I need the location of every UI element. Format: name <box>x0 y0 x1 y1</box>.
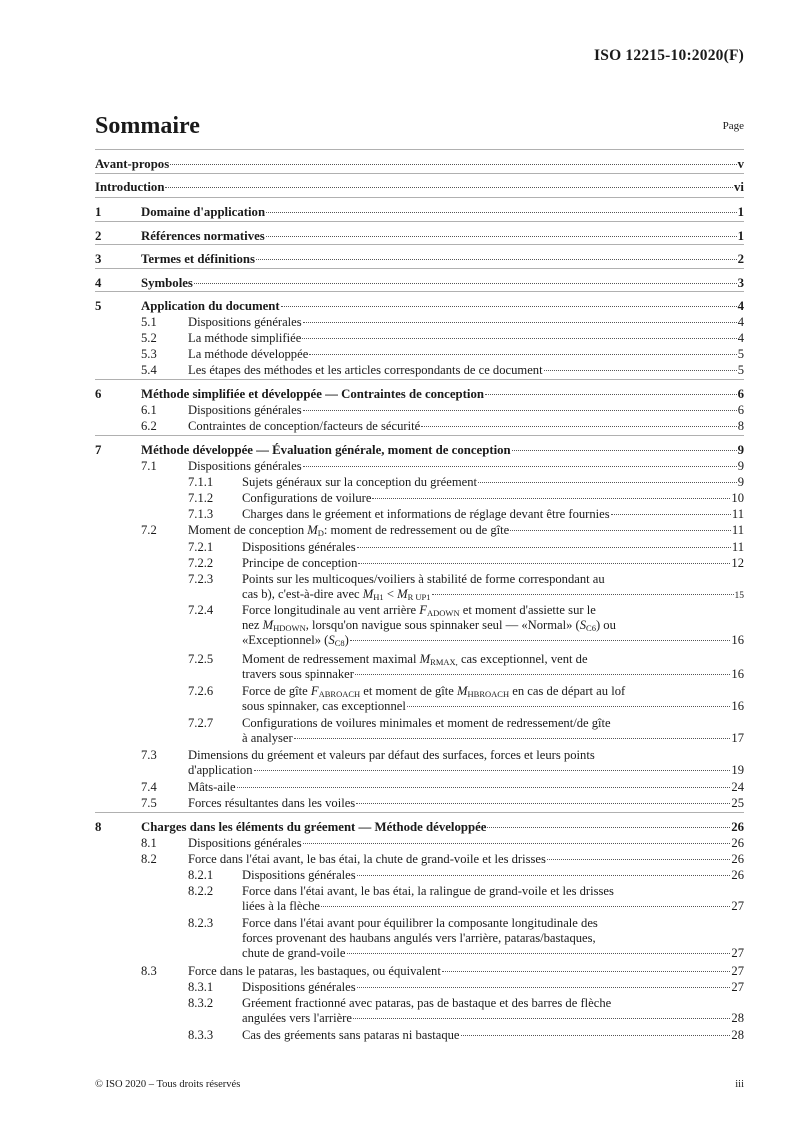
toc-entry-page: 26 <box>731 868 744 882</box>
toc-entry-number: 8.2.2 <box>188 884 214 898</box>
toc-entry-page: v <box>737 157 744 171</box>
toc-entry-page: 10 <box>731 491 744 505</box>
toc-divider <box>95 435 744 436</box>
toc-entry-page: 3 <box>737 276 744 290</box>
toc-entry-number: 1 <box>95 205 102 219</box>
toc-entry-title: chute de grand-voile <box>242 946 346 960</box>
toc-entry-page: 4 <box>737 331 744 345</box>
toc-entry-title: Dispositions générales <box>188 459 302 473</box>
toc-entry-page: 11 <box>731 507 744 521</box>
toc-entry-title: Moment de redressement maximal $M_{RMAX,}$ cas exceptionnel, vent de <box>242 652 588 667</box>
dot-leader <box>303 843 731 844</box>
toc-entry-title: Configurations de voilures minimales et moment de redressement/de gîte <box>242 716 611 730</box>
toc-entry-number: 7.1 <box>141 459 157 473</box>
toc-divider <box>95 291 744 292</box>
toc-entry-title: Sujets généraux sur la conception du gréement <box>242 475 478 489</box>
dot-leader <box>321 906 730 907</box>
toc-entry-title: Symboles <box>141 276 193 290</box>
toc-entry-title: Charges dans le gréement et informations de réglage devant être fournies <box>242 507 610 521</box>
toc-entry-number: 8.3.2 <box>188 996 214 1010</box>
dot-leader <box>350 640 731 641</box>
dot-leader <box>487 827 730 828</box>
dot-leader <box>357 987 731 988</box>
dot-leader <box>510 530 731 531</box>
toc-entry-page: 28 <box>731 1011 744 1025</box>
toc-entry-number: 8.3.3 <box>188 1028 214 1042</box>
toc-entry-page: 15 <box>734 591 744 601</box>
toc-entry-title: Dispositions générales <box>188 836 302 850</box>
toc-entry-number: 8.1 <box>141 836 157 850</box>
toc-entry-title: Forces résultantes dans les voiles <box>188 796 356 810</box>
toc-entry-title: Références normatives <box>141 229 265 243</box>
dot-leader <box>356 803 730 804</box>
toc-entry-page: 26 <box>731 836 744 850</box>
toc-entry-page: 8 <box>737 419 744 433</box>
toc-entry-number: 7.2.5 <box>188 652 214 666</box>
toc-entry-number: 3 <box>95 252 102 266</box>
toc-entry-page: 27 <box>731 964 744 978</box>
dot-leader <box>407 706 731 707</box>
toc-entry-number: 8.3.1 <box>188 980 214 994</box>
toc-entry-page: 27 <box>731 946 744 960</box>
dot-leader <box>194 283 737 284</box>
toc-entry-page: 9 <box>737 475 744 489</box>
toc-entry-title: Dispositions générales <box>188 315 302 329</box>
toc-entry-page: 6 <box>737 387 744 401</box>
dot-leader <box>355 674 730 675</box>
toc-entry-page: 4 <box>737 315 744 329</box>
toc-entry-number: 2 <box>95 229 102 243</box>
toc-entry-page: 26 <box>731 820 744 834</box>
toc-entry-title: La méthode simplifiée <box>188 331 302 345</box>
toc-entry-page: 25 <box>731 796 744 810</box>
toc-entry-page: 16 <box>731 699 744 713</box>
dot-leader <box>347 953 731 954</box>
toc-entry-title: Les étapes des méthodes et les articles correspondants de ce document <box>188 363 543 377</box>
toc-entry-page: 24 <box>731 780 744 794</box>
toc-entry-page: 17 <box>731 731 744 745</box>
toc-entry-title: Cas des gréements sans pataras ni bastaque <box>242 1028 460 1042</box>
toc-entry-number: 8.2.3 <box>188 916 214 930</box>
toc-entry-number: 7.2 <box>141 523 157 537</box>
toc-entry-page: 27 <box>731 899 744 913</box>
toc-divider <box>95 197 744 198</box>
toc-entry-number: 7.4 <box>141 780 157 794</box>
dot-leader <box>372 498 730 499</box>
dot-leader <box>256 259 737 260</box>
toc-entry-number: 7.1.3 <box>188 507 214 521</box>
toc-entry-title: Force dans l'étai avant, le bas étai, la ralingue de grand-voile et les drisses <box>242 884 614 898</box>
toc-entry-title: angulées vers l'arrière <box>242 1011 352 1025</box>
toc-entry-page: 26 <box>731 852 744 866</box>
toc-entry-title: liées à la flèche <box>242 899 320 913</box>
toc-entry-number: 8.3 <box>141 964 157 978</box>
page-title: Sommaire <box>95 113 200 139</box>
dot-leader <box>432 594 734 595</box>
toc-entry-title: Dimensions du gréement et valeurs par défaut des surfaces, forces et leurs points <box>188 748 595 762</box>
dot-leader <box>254 770 731 771</box>
toc-entry-page: 1 <box>737 205 744 219</box>
document-id: ISO 12215-10:2020(F) <box>594 47 744 64</box>
dot-leader <box>478 482 737 483</box>
toc-entry-number: 7.2.1 <box>188 540 214 554</box>
dot-leader <box>303 466 737 467</box>
toc-entry-page: vi <box>734 180 744 194</box>
toc-entry-title: Force longitudinale au vent arrière $F_{ADOWN}$ et moment d'assiette sur le <box>242 603 596 618</box>
toc-entry-number: 7.2.6 <box>188 684 214 698</box>
toc-entry-title: Dispositions générales <box>242 540 356 554</box>
dot-leader <box>544 370 737 371</box>
toc-entry-page: 1 <box>737 229 744 243</box>
toc-entry-page: 2 <box>737 252 744 266</box>
dot-leader <box>611 514 731 515</box>
dot-leader <box>237 787 731 788</box>
toc-entry-number: 7.2.3 <box>188 572 214 586</box>
dot-leader <box>358 563 730 564</box>
toc-divider <box>95 812 744 813</box>
toc-entry-number: 6.2 <box>141 419 157 433</box>
dot-leader <box>357 875 731 876</box>
toc-entry-title: Dispositions générales <box>188 403 302 417</box>
toc-entry-number: 7.1.2 <box>188 491 214 505</box>
dot-leader <box>281 306 737 307</box>
toc-entry-number: 7.2.4 <box>188 603 214 617</box>
toc-entry-number: 4 <box>95 276 102 290</box>
toc-entry-number: 6.1 <box>141 403 157 417</box>
toc-entry-number: 5.2 <box>141 331 157 345</box>
toc-entry-title: Points sur les multicoques/voiliers à stabilité de forme correspondant au <box>242 572 605 586</box>
toc-entry-title: sous spinnaker, cas exceptionnel <box>242 699 406 713</box>
toc-divider <box>95 268 744 269</box>
toc-entry-number: 5 <box>95 299 102 313</box>
footer-page-number: iii <box>735 1079 744 1090</box>
dot-leader <box>165 187 733 188</box>
toc-divider <box>95 149 744 150</box>
toc-entry-page: 5 <box>737 363 744 377</box>
dot-leader <box>353 1018 730 1019</box>
dot-leader <box>421 426 737 427</box>
dot-leader <box>170 164 736 165</box>
toc-entry-title: Gréement fractionné avec pataras, pas de bastaque et des barres de flèche <box>242 996 612 1010</box>
toc-entry-page: 16 <box>731 667 744 681</box>
toc-entry-title: d'application <box>188 763 253 777</box>
toc-entry-title: Mâts-aile <box>188 780 236 794</box>
toc-entry-number: 8.2 <box>141 852 157 866</box>
toc-entry-page: 16 <box>731 633 744 647</box>
toc-entry-number: 8.2.1 <box>188 868 214 882</box>
toc-entry-title: forces provenant des haubans angulés vers l'arrière, pataras/bastaques, <box>242 931 596 945</box>
toc-entry-page: 11 <box>731 540 744 554</box>
toc-entry-title: Termes et définitions <box>141 252 255 266</box>
toc-entry-title: Contraintes de conception/facteurs de sécurité <box>188 419 421 433</box>
toc-entry-page: 19 <box>731 763 744 777</box>
page-column-label: Page <box>722 120 744 132</box>
toc-entry-number: 7.3 <box>141 748 157 762</box>
toc-entry-title: Dispositions générales <box>242 980 356 994</box>
dot-leader <box>442 971 731 972</box>
toc-entry-number: 7.5 <box>141 796 157 810</box>
toc-entry-number: 5.4 <box>141 363 157 377</box>
toc-entry-title: Méthode simplifiée et développée — Contraintes de conception <box>141 387 484 401</box>
toc-entry-title: La méthode développée <box>188 347 309 361</box>
toc-entry-number: 7 <box>95 443 102 457</box>
toc-entry-page: 11 <box>731 523 744 537</box>
toc-divider <box>95 244 744 245</box>
toc-entry-title: Principe de conception <box>242 556 358 570</box>
toc-entry-page: 4 <box>737 299 744 313</box>
dot-leader <box>512 450 737 451</box>
toc-entry-title: Moment de conception $M_D$: moment de redressement ou de gîte <box>188 523 510 538</box>
toc-entry-title: Force de gîte $F_{ABROACH}$ et moment de gîte $M_{HBROACH}$ en cas de départ au lof <box>242 684 626 699</box>
toc-entry-title: Configurations de voilure <box>242 491 372 505</box>
dot-leader <box>485 394 737 395</box>
toc-entry-page: 5 <box>737 347 744 361</box>
toc-entry-title: cas b), c'est-à-dire avec $M_{H1} < M_{R UP1}$ <box>242 587 431 602</box>
toc-entry-number: 6 <box>95 387 102 401</box>
dot-leader <box>357 547 731 548</box>
toc-entry-title: Force dans l'étai avant pour équilibrer la composante longitudinale des <box>242 916 598 930</box>
toc-entry-title: nez $M_{HDOWN}$, lorsqu'on navigue sous spinnaker seul — «Normal» $(S_{C6})$ ou <box>242 618 616 633</box>
dot-leader <box>461 1035 731 1036</box>
toc-entry-title: Charges dans les éléments du gréement — Méthode développée <box>141 820 487 834</box>
dot-leader <box>266 236 737 237</box>
toc-entry-title: Application du document <box>141 299 280 313</box>
toc-entry-title: Domaine d'application <box>141 205 266 219</box>
toc-divider <box>95 221 744 222</box>
toc-entry-title: Force dans le pataras, les bastaques, ou équivalent <box>188 964 441 978</box>
toc-entry-page: 12 <box>731 556 744 570</box>
toc-entry-page: 28 <box>731 1028 744 1042</box>
toc-divider <box>95 173 744 174</box>
dot-leader <box>266 212 737 213</box>
dot-leader <box>309 354 736 355</box>
toc-entry-page: 9 <box>737 459 744 473</box>
toc-entry-title: Méthode développée — Évaluation générale, moment de conception <box>141 443 511 457</box>
toc-entry-title: «Exceptionnel» $(S_{C8})$ <box>242 633 349 648</box>
footer-copyright: © ISO 2020 – Tous droits réservés <box>95 1079 241 1090</box>
toc-entry-title: travers sous spinnaker <box>242 667 354 681</box>
toc-entry-number: 5.3 <box>141 347 157 361</box>
toc-entry-page: 27 <box>731 980 744 994</box>
toc-entry-title: Force dans l'étai avant, le bas étai, la chute de grand-voile et les drisses <box>188 852 546 866</box>
toc-divider <box>95 379 744 380</box>
toc-entry-number: 7.2.2 <box>188 556 214 570</box>
toc-entry-page: 6 <box>737 403 744 417</box>
dot-leader <box>547 859 730 860</box>
toc-entry-title: Avant-propos <box>95 157 170 171</box>
toc-entry-title: à analyser <box>242 731 293 745</box>
toc-entry-page: 9 <box>737 443 744 457</box>
toc-entry-number: 5.1 <box>141 315 157 329</box>
toc-entry-title: Introduction <box>95 180 165 194</box>
toc-entry-title: Dispositions générales <box>242 868 356 882</box>
toc-entry-number: 8 <box>95 820 102 834</box>
dot-leader <box>303 322 737 323</box>
toc-entry-number: 7.2.7 <box>188 716 214 730</box>
dot-leader <box>303 410 737 411</box>
toc-entry-number: 7.1.1 <box>188 475 214 489</box>
dot-leader <box>302 338 736 339</box>
dot-leader <box>294 738 731 739</box>
